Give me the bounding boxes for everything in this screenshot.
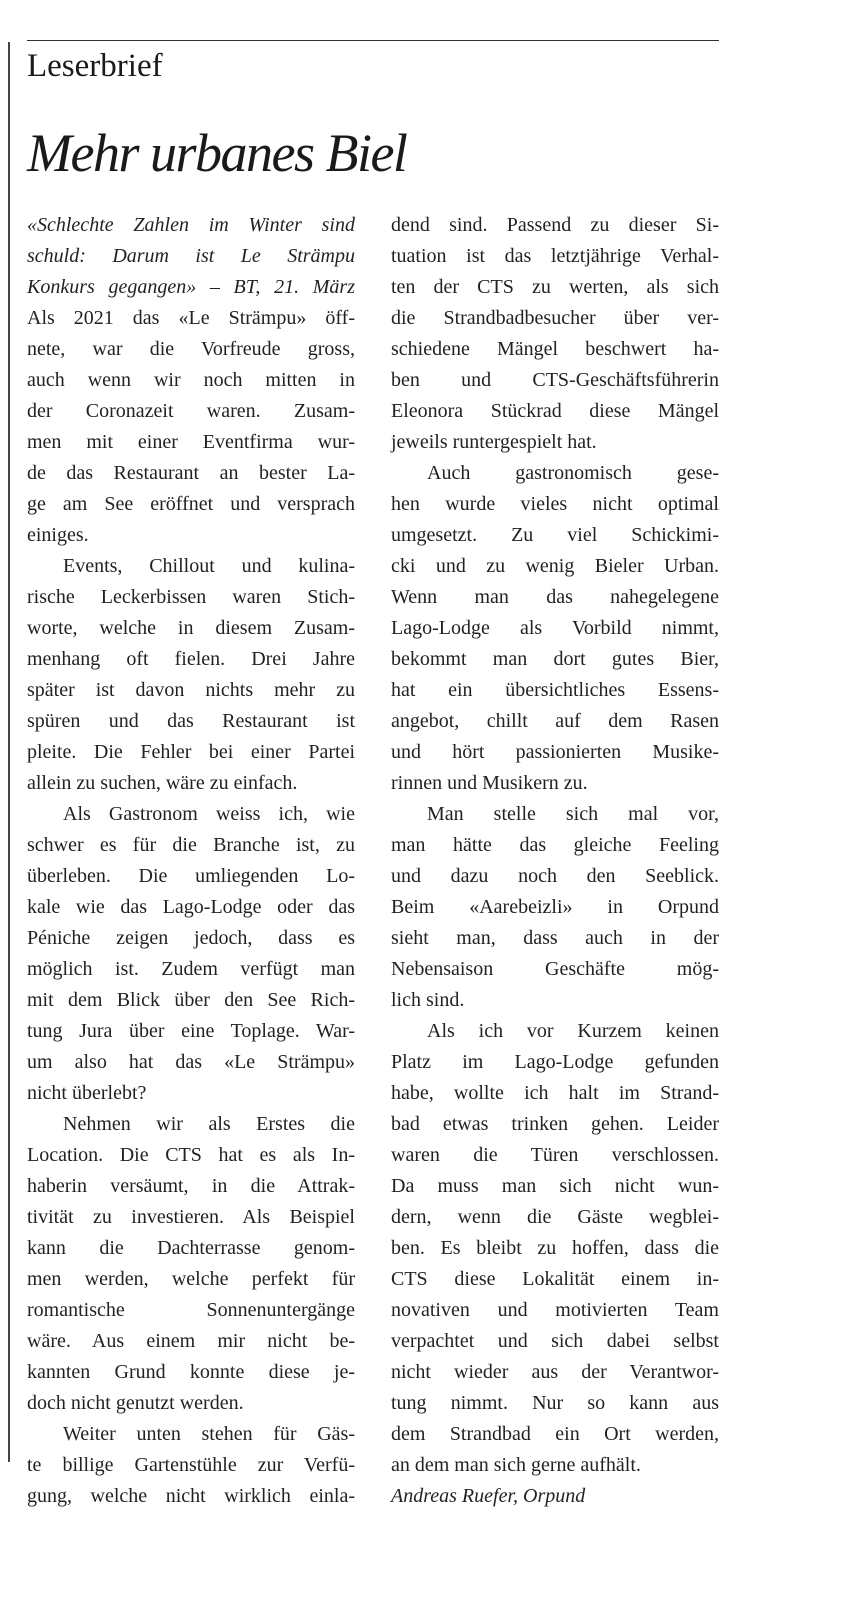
text-line: sieht man, dass auch in der <box>391 927 719 949</box>
text-line: wäre. Aus einem mir nicht be- <box>27 1330 355 1352</box>
text-line: tung nimmt. Nur so kann aus <box>391 1392 719 1414</box>
text-line: hen wurde vieles nicht optimal <box>391 493 719 515</box>
text-line: kale wie das Lago-Lodge oder das <box>27 896 355 918</box>
text-line: und hört passionierten Musike- <box>391 741 719 763</box>
text-line: dern, wenn die Gäste wegblei- <box>391 1206 719 1228</box>
text-line: rinnen und Musikern zu. <box>391 772 588 794</box>
text-line: Auch gastronomisch gese- <box>427 462 719 484</box>
section-label: Leserbrief <box>27 48 163 84</box>
text-line: schuld: Darum ist Le Strämpu <box>27 245 355 267</box>
text-line: die Strandbadbesucher über ver- <box>391 307 719 329</box>
text-line: tuation ist das letztjährige Verhal- <box>391 245 719 267</box>
text-line: Als 2021 das «Le Strämpu» öff- <box>27 307 355 329</box>
text-line: man hätte das gleiche Feeling <box>391 834 719 856</box>
text-line: spüren und das Restaurant ist <box>27 710 355 732</box>
text-line: möglich ist. Zudem verfügt man <box>27 958 355 980</box>
text-line: überleben. Die umliegenden Lo- <box>27 865 355 887</box>
text-line: bekommt man dort gutes Bier, <box>391 648 719 670</box>
text-line: men mit einer Eventfirma wur- <box>27 431 355 453</box>
text-line: kannten Grund konnte diese je- <box>27 1361 355 1383</box>
text-line: der Coronazeit waren. Zusam- <box>27 400 355 422</box>
text-line: worte, welche in diesem Zusam- <box>27 617 355 639</box>
text-line: Nehmen wir als Erstes die <box>63 1113 355 1135</box>
text-line: allein zu suchen, wäre zu einfach. <box>27 772 298 794</box>
text-line: romantische Sonnenuntergänge <box>27 1299 355 1321</box>
text-line: de das Restaurant an bester La- <box>27 462 355 484</box>
text-line: waren die Türen verschlossen. <box>391 1144 719 1166</box>
text-line: CTS diese Lokalität einem in- <box>391 1268 719 1290</box>
text-line: rische Leckerbissen waren Stich- <box>27 586 355 608</box>
text-line: tung Jura über eine Toplage. War- <box>27 1020 355 1042</box>
text-line: dend sind. Passend zu dieser Si- <box>391 214 719 236</box>
text-line: und dazu noch den Seeblick. <box>391 865 719 887</box>
text-line: lich sind. <box>391 989 465 1011</box>
text-line: Beim «Aarebeizli» in Orpund <box>391 896 719 918</box>
text-line: ben. Es bleibt zu hoffen, dass die <box>391 1237 719 1259</box>
text-line: Als ich vor Kurzem keinen <box>427 1020 719 1042</box>
text-line: novativen und motivierten Team <box>391 1299 719 1321</box>
text-line: nicht wieder aus der Verantwor- <box>391 1361 719 1383</box>
text-line: haberin versäumt, in die Attrak- <box>27 1175 355 1197</box>
text-line: mit dem Blick über den See Rich- <box>27 989 355 1011</box>
text-line: Man stelle sich mal vor, <box>427 803 719 825</box>
text-line: te billige Gartenstühle zur Verfü- <box>27 1454 355 1476</box>
text-line: dem Strandbad ein Ort werden, <box>391 1423 719 1445</box>
text-line: Als Gastronom weiss ich, wie <box>63 803 355 825</box>
text-line: Andreas Ruefer, Orpund <box>391 1485 586 1507</box>
text-line: später ist davon nichts mehr zu <box>27 679 355 701</box>
text-line: bad etwas trinken gehen. Leider <box>391 1113 719 1135</box>
text-line: nete, war die Vorfreude gross, <box>27 338 355 360</box>
text-line: Events, Chillout und kulina- <box>63 555 355 577</box>
text-line: angebot, chillt auf dem Rasen <box>391 710 719 732</box>
text-line: hat ein übersichtliches Essens- <box>391 679 719 701</box>
text-line: Nebensaison Geschäfte mög- <box>391 958 719 980</box>
text-line: Lago-Lodge als Vorbild nimmt, <box>391 617 719 639</box>
text-line: menhang oft fielen. Drei Jahre <box>27 648 355 670</box>
top-divider <box>27 40 719 41</box>
text-line: gung, welche nicht wirklich einla- <box>27 1485 355 1507</box>
text-line: habe, wollte ich halt im Strand- <box>391 1082 719 1104</box>
text-line: pleite. Die Fehler bei einer Partei <box>27 741 355 763</box>
text-line: jeweils runtergespielt hat. <box>391 431 597 453</box>
text-line: an dem man sich gerne aufhält. <box>391 1454 641 1476</box>
text-line: tivität zu investieren. Als Beispiel <box>27 1206 355 1228</box>
text-line: um also hat das «Le Strämpu» <box>27 1051 355 1073</box>
text-line: Konkurs gegangen» – BT, 21. März <box>27 276 355 298</box>
text-line: doch nicht genutzt werden. <box>27 1392 244 1414</box>
text-line: schwer es für die Branche ist, zu <box>27 834 355 856</box>
text-line: cki und zu wenig Bieler Urban. <box>391 555 719 577</box>
right-column <box>391 210 719 1512</box>
text-line: verpachtet und sich dabei selbst <box>391 1330 719 1352</box>
text-line: Weiter unten stehen für Gäs- <box>63 1423 355 1445</box>
text-line: nicht überlebt? <box>27 1082 147 1104</box>
text-line: schiedene Mängel beschwert ha- <box>391 338 719 360</box>
text-line: Platz im Lago-Lodge gefunden <box>391 1051 719 1073</box>
text-line: «Schlechte Zahlen im Winter sind <box>27 214 355 236</box>
text-line: ge am See eröffnet und versprach <box>27 493 355 515</box>
text-line: Location. Die CTS hat es als In- <box>27 1144 355 1166</box>
text-line: Péniche zeigen jedoch, dass es <box>27 927 355 949</box>
text-line: men werden, welche perfekt für <box>27 1268 355 1290</box>
text-line: auch wenn wir noch mitten in <box>27 369 355 391</box>
text-line: Wenn man das nahegelegene <box>391 586 719 608</box>
left-column <box>27 210 355 1512</box>
text-line: ben und CTS-Geschäftsführerin <box>391 369 719 391</box>
text-line: ten der CTS zu werten, als sich <box>391 276 719 298</box>
text-line: umgesetzt. Zu viel Schickimi- <box>391 524 719 546</box>
text-line: Eleonora Stückrad diese Mängel <box>391 400 719 422</box>
headline: Mehr urbanes Biel <box>27 123 407 183</box>
margin-rule <box>8 42 10 1462</box>
text-line: einiges. <box>27 524 89 546</box>
text-line: Da muss man sich nicht wun- <box>391 1175 719 1197</box>
text-line: kann die Dachterrasse genom- <box>27 1237 355 1259</box>
